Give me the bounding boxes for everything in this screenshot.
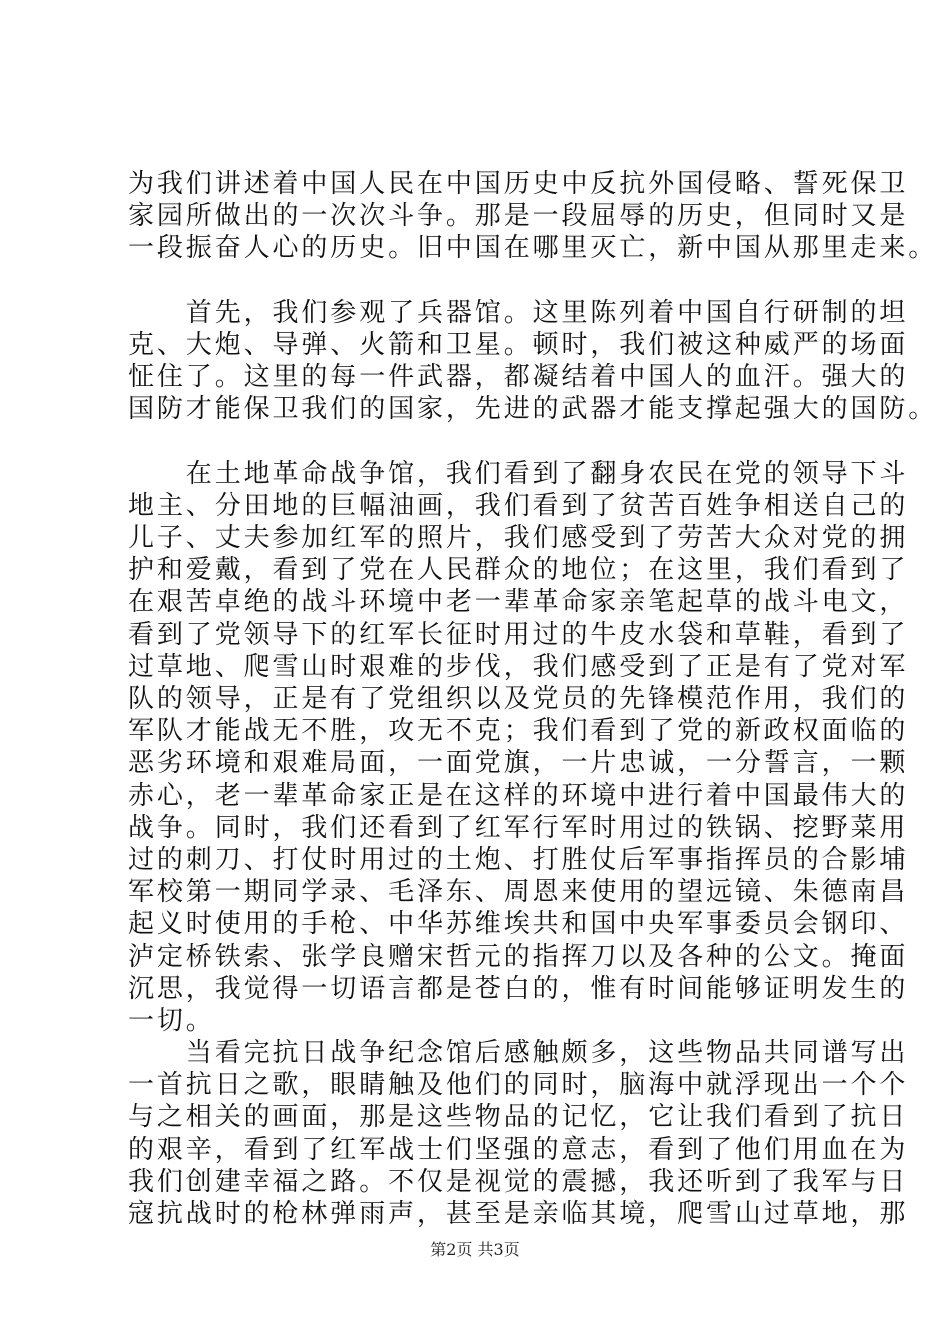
text-line: 与之相关的画面，那是这些物品的记忆，它让我们看到了抗日: [128, 1102, 909, 1133]
text-line: 怔住了。这里的每一件武器，都凝结着中国人的血汗。强大的: [128, 362, 909, 393]
text-line: 一段振奋人心的历史。旧中国在哪里灭亡，新中国从那里走来。: [128, 233, 938, 264]
text-line: 地主、分田地的巨幅油画，我们看到了贫苦百姓争相送自己的: [128, 490, 909, 521]
text-line: 为我们讲述着中国人民在中国历史中反抗外国侵略、誓死保卫: [128, 169, 909, 199]
text-line: 起义时使用的手枪、中华苏维埃共和国中央军事委员会钢印、: [128, 909, 909, 940]
paragraph: [128, 168, 938, 265]
text-line: 赤心，老一辈革命家正是在这样的环境中进行着中国最伟大的: [128, 780, 909, 811]
text-line: 在土地革命战争馆，我们看到了翻身农民在党的领导下斗: [128, 458, 909, 489]
text-line: 家园所做出的一次次斗争。那是一段屈辱的历史，但同时又是: [128, 201, 909, 232]
text-line: 军队才能战无不胜，攻无不克；我们看到了党的新政权面临的: [128, 716, 909, 747]
document-body: [128, 168, 938, 1230]
text-line: 过草地、爬雪山时艰难的步伐，我们感受到了正是有了党对军: [128, 651, 909, 682]
paragraph: [128, 297, 938, 426]
paragraph: [128, 1037, 909, 1230]
text-line: 我们创建幸福之路。不仅是视觉的震撼，我还听到了我军与日: [128, 1166, 909, 1197]
text-line: 军校第一期同学录、毛泽东、周恩来使用的望远镜、朱德南昌: [128, 877, 909, 908]
text-line: 过的刺刀、打仗时用过的土炮、打胜仗后军事指挥员的合影埔: [128, 844, 909, 875]
text-line: 克、大炮、导弹、火箭和卫星。顿时，我们被这种威严的场面: [128, 329, 909, 360]
paragraph-gap: [128, 426, 828, 458]
text-line: 战争。同时，我们还看到了红军行军时用过的铁锅、挖野菜用: [128, 812, 909, 843]
text-line: 的艰辛，看到了红军战士们坚强的意志，看到了他们用血在为: [128, 1134, 909, 1165]
text-line: 沉思，我觉得一切语言都是苍白的，惟有时间能够证明发生的: [128, 973, 909, 1004]
text-line: 当看完抗日战争纪念馆后感触颇多，这些物品共同谱写出: [128, 1038, 909, 1069]
text-line: 寇抗战时的枪林弹雨声，甚至是亲临其境，爬雪山过草地，那: [128, 1199, 909, 1229]
text-line: 护和爱戴，看到了党在人民群众的地位；在这里，我们看到了: [128, 555, 909, 586]
text-line: 队的领导，正是有了党组织以及党员的先锋模范作用，我们的: [128, 684, 909, 714]
text-line: 恶劣环境和艰难局面，一面党旗，一片忠诚，一分誓言，一颗: [128, 748, 909, 779]
text-line: 泸定桥铁索、张学良赠宋哲元的指挥刀以及各种的公文。掩面: [128, 941, 909, 972]
page-footer: [0, 1240, 950, 1260]
paragraph: [128, 458, 909, 1037]
text-line: 一首抗日之歌，眼睛触及他们的同时，脑海中就浮现出一个个: [128, 1070, 909, 1101]
text-line: 国防才能保卫我们的国家，先进的武器才能支撑起强大的国防。: [128, 394, 938, 425]
page-number: 第2页 共3页: [430, 1240, 520, 1259]
text-line: 儿子、丈夫参加红军的照片，我们感受到了劳苦大众对党的拥: [128, 523, 909, 554]
text-line: 首先，我们参观了兵器馆。这里陈列着中国自行研制的坦: [128, 297, 909, 328]
text-line: 在艰苦卓绝的战斗环境中老一辈革命家亲笔起草的战斗电文，: [128, 587, 909, 618]
text-line: 一切。: [128, 1005, 215, 1036]
paragraph-gap: [128, 265, 828, 297]
text-line: 看到了党领导下的红军长征时用过的牛皮水袋和草鞋，看到了: [128, 619, 909, 650]
